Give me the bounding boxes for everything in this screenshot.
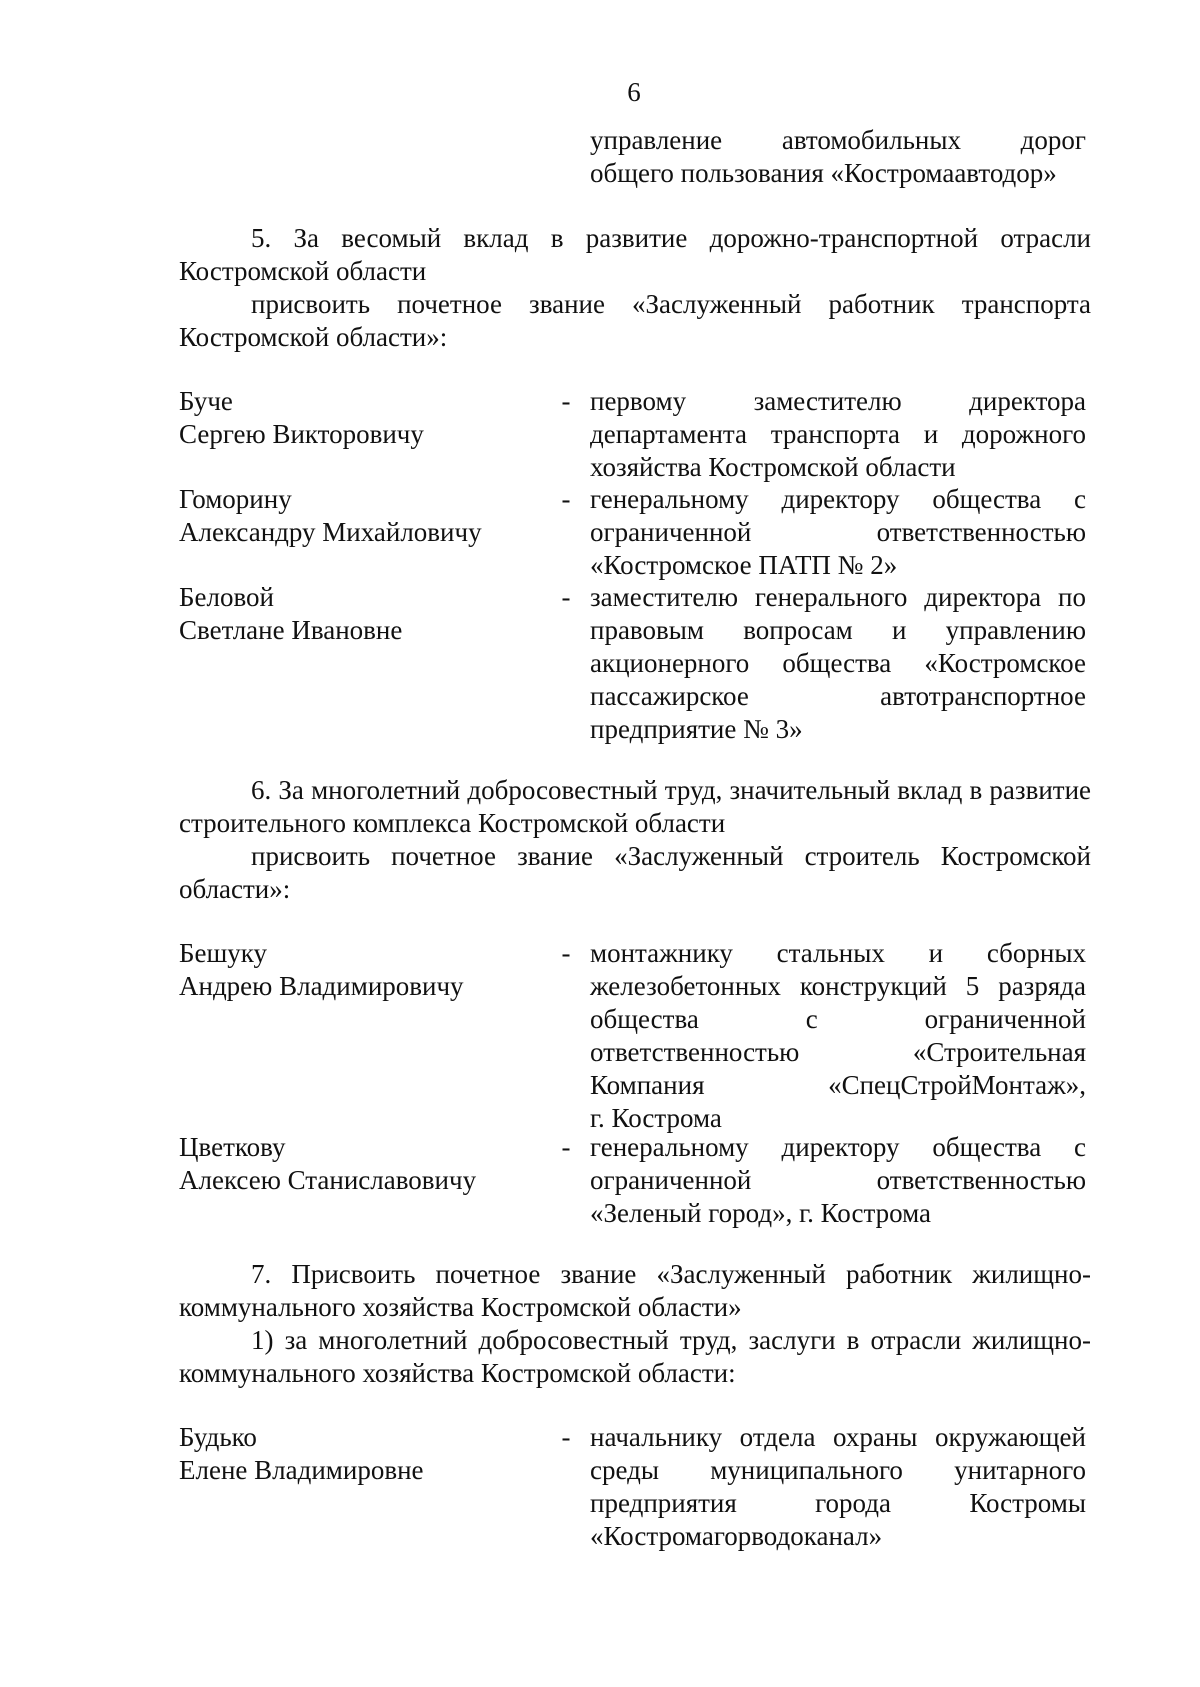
awardee-position xyxy=(590,937,1086,1135)
position-line: департамента транспорта и дорожного xyxy=(590,419,1086,449)
dash-separator: - xyxy=(561,386,571,416)
awardee-surname: Будько xyxy=(179,1422,257,1452)
position-line: генеральному директору общества с xyxy=(590,484,1086,514)
awardee-name xyxy=(179,385,539,451)
position-line: предприятия города Костромы xyxy=(590,1488,1086,1518)
awardee-name xyxy=(179,937,539,1003)
section-7-subclause: 1) за многолетний добросовестный труд, заслуги в отрасли жилищно-коммунального хозяйства Костромской области: xyxy=(179,1325,1091,1388)
position-line: монтажнику стальных и сборных xyxy=(590,938,1086,968)
position-line: г. Кострома xyxy=(590,1103,722,1133)
section-5-award: присвоить почетное звание «Заслуженный работник транспорта Костромской области»: xyxy=(179,289,1091,352)
position-line: предприятие № 3» xyxy=(590,714,803,744)
awardee-position xyxy=(590,581,1086,746)
awardee-surname: Цветкову xyxy=(179,1132,286,1162)
continuation-line: управление автомобильных дорог xyxy=(590,125,1086,155)
continuation-line: общего пользования «Костромаавтодор» xyxy=(590,158,1057,188)
section-6-intro: 6. За многолетний добросовестный труд, значительный вклад в развитие строительного комплекса Костромской области xyxy=(179,775,1091,838)
continuation-text xyxy=(590,124,1086,190)
position-line: пассажирское автотранспортное xyxy=(590,681,1086,711)
section-6-award: присвоить почетное звание «Заслуженный строитель Костромской области»: xyxy=(179,841,1091,904)
section-5-intro: 5. За весомый вклад в развитие дорожно-транспортной отрасли Костромской области xyxy=(179,223,1091,286)
dash-separator: - xyxy=(561,484,571,514)
awardee-position xyxy=(590,1421,1086,1553)
position-line: акционерного общества «Костромское xyxy=(590,648,1086,678)
section-7-intro: 7. Присвоить почетное звание «Заслуженный работник жилищно-коммунального хозяйства Костромской области» xyxy=(179,1259,1091,1322)
position-line: правовым вопросам и управлению xyxy=(590,615,1086,645)
position-line: заместителю генерального директора по xyxy=(590,582,1086,612)
awardee-name xyxy=(179,1131,539,1197)
position-line: «Зеленый город», г. Кострома xyxy=(590,1198,931,1228)
dash-separator: - xyxy=(561,938,571,968)
awardee-given-names: Андрею Владимировичу xyxy=(179,971,464,1001)
awardee-given-names: Алексею Станиславовичу xyxy=(179,1165,477,1195)
position-line: первому заместителю директора xyxy=(590,386,1086,416)
position-line: хозяйства Костромской области xyxy=(590,452,956,482)
awardee-given-names: Александру Михайловичу xyxy=(179,517,482,547)
awardee-given-names: Елене Владимировне xyxy=(179,1455,424,1485)
awardee-position xyxy=(590,483,1086,582)
dash-separator: - xyxy=(561,1132,571,1162)
position-line: ограниченной ответственностью xyxy=(590,1165,1086,1195)
position-line: Компания «СпецСтройМонтаж», xyxy=(590,1070,1086,1100)
awardee-position xyxy=(590,385,1086,484)
awardee-surname: Беловой xyxy=(179,582,274,612)
position-line: начальнику отдела охраны окружающей xyxy=(590,1422,1086,1452)
awardee-name xyxy=(179,581,539,647)
awardee-name xyxy=(179,1421,539,1487)
position-line: генеральному директору общества с xyxy=(590,1132,1086,1162)
position-line: железобетонных конструкций 5 разряда xyxy=(590,971,1086,1001)
awardee-surname: Буче xyxy=(179,386,233,416)
awardee-position xyxy=(590,1131,1086,1230)
awardee-surname: Бешуку xyxy=(179,938,268,968)
position-line: общества с ограниченной xyxy=(590,1004,1086,1034)
position-line: среды муниципального унитарного xyxy=(590,1455,1086,1485)
position-line: «Костромагорводоканал» xyxy=(590,1521,883,1551)
section-5-text xyxy=(179,222,1091,354)
awardee-surname: Гоморину xyxy=(179,484,292,514)
page-number: 6 xyxy=(627,77,641,107)
position-line: ответственностью «Строительная xyxy=(590,1037,1086,1067)
section-7-text xyxy=(179,1258,1091,1390)
awardee-name xyxy=(179,483,539,549)
awardee-given-names: Светлане Ивановне xyxy=(179,615,403,645)
section-6-text xyxy=(179,774,1091,906)
position-line: «Костромское ПАТП № 2» xyxy=(590,550,898,580)
dash-separator: - xyxy=(561,582,571,612)
position-line: ограниченной ответственностью xyxy=(590,517,1086,547)
awardee-given-names: Сергею Викторовичу xyxy=(179,419,424,449)
dash-separator: - xyxy=(561,1422,571,1452)
